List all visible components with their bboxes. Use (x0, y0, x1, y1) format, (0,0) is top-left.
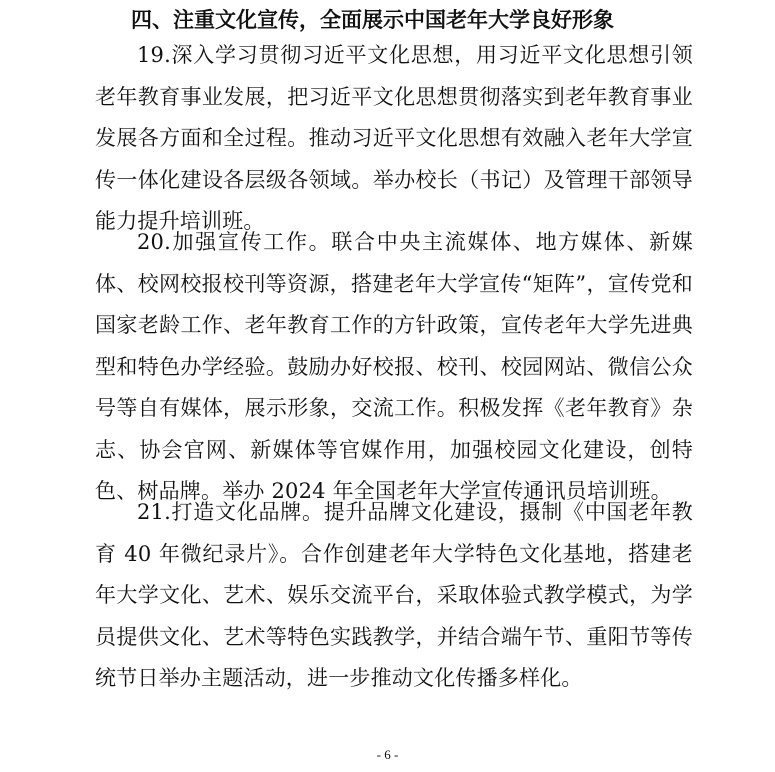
paragraph-20: 20.加强宣传工作。联合中央主流媒体、地方媒体、新媒体、校网校报校刊等资源，搭建老年大学宣传“矩阵”，宣传党和国家老龄工作、老年教育工作的方针政策，宣传老年大学先进典型和特色办学经验。鼓励办好校报、校刊、校园网站、微信公众号等自有媒体，展示形象，交流工作。积极发挥《老年教育》杂志、协会官网、新媒体等官媒作用，加强校园文化建设，创特色、树品牌。举办 2024 年全国老年大学宣传通讯员培训班。 (95, 230, 693, 503)
page-number: - 6 - (376, 747, 399, 762)
paragraph-19: 19.深入学习贯彻习近平文化思想，用习近平文化思想引领老年教育事业发展，把习近平文化思想贯彻落实到老年教育事业发展各方面和全过程。推动习近平文化思想有效融入老年大学宣传一体化建设各层级各领域。举办校长（书记）及管理干部领导能力提升培训班。 (95, 43, 693, 233)
section-heading: 四、注重文化宣传，全面展示中国老年大学良好形象 (131, 8, 614, 32)
paragraph-21: 21.打造文化品牌。提升品牌文化建设，摄制《中国老年教育 40 年微纪录片》。合作创建老年大学特色文化基地，搭建老年大学文化、艺术、娱乐交流平台，采取体验式教学模式，为学员提供文化、艺术等特色实践教学，并结合端午节、重阳节等传统节日举办主题活动，进一步推动文化传播多样化。 (95, 500, 693, 690)
